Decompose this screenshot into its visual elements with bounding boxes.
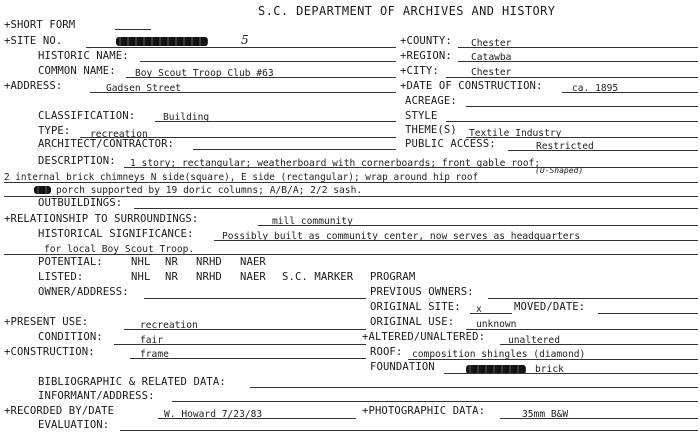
condition-line [114,344,366,345]
address-value: Gadsen Street [106,83,182,94]
bibliographic-line [250,387,698,388]
classification-value: Building [163,112,210,123]
original-site-line [470,313,512,314]
page-title: S.C. DEPARTMENT OF ARCHIVES AND HISTORY [258,4,556,18]
bibliographic-label: BIBLIOGRAPHIC & RELATED DATA: [38,376,226,388]
original-site-value: x [476,304,482,315]
themes-value: Textile Industry [469,128,562,139]
description-rule-2 [4,182,698,183]
city-line [446,77,698,78]
significance-line-1: Possibly built as community center, now serves as headquarters [222,231,581,242]
acreage-line [466,106,698,107]
roof-label: ROOF: [370,346,403,358]
description-insert: (U-Shaped) [535,166,584,175]
construction-value: frame [140,349,169,360]
foundation-label: FOUNDATION [370,361,435,373]
site-no-handwritten: 5 [241,33,249,47]
original-use-line [466,329,698,330]
listed-program: PROGRAM [370,271,416,283]
description-line-2: 2 internal brick chimneys N side(square), E side (rectangular); wrap around hip roof [4,172,479,183]
public-access-label: PUBLIC ACCESS: [405,138,496,150]
relationship-value: mill community [272,216,353,227]
condition-label: CONDITION: [38,331,103,343]
previous-owners-line [488,298,698,299]
owner-address-line [144,298,366,299]
construction-label: +CONSTRUCTION: [4,346,95,358]
original-use-value: unknown [476,319,517,330]
style-line [446,121,698,122]
region-label: +REGION: [400,50,452,62]
public-access-line [508,150,698,151]
recorded-by-line [158,418,356,419]
short-form-line [115,29,151,30]
date-of-construction-value: ca. 1895 [572,83,619,94]
present-use-value: recreation [140,320,198,331]
common-name-label: COMMON NAME: [38,65,116,77]
listed-naer: NAER [240,271,266,283]
description-line-3: porch supported by 19 doric columns; A/B/A; 2/2 sash. [56,185,363,196]
date-line [562,92,698,93]
potential-nr: NR [165,256,178,268]
original-use-label: ORIGINAL USE: [370,316,455,328]
redaction-mark [116,37,208,46]
listed-nhl: NHL [131,271,151,283]
informant-label: INFORMANT/ADDRESS: [38,390,155,402]
region-value: Catawba [471,52,512,63]
region-line [458,61,698,62]
condition-value: fair [140,335,164,346]
potential-nrhd: NRHD [196,256,222,268]
evaluation-line [120,430,698,431]
county-value: Chester [471,38,512,49]
outbuildings-label: OUTBUILDINGS: [38,197,123,209]
listed-nrhd: NRHD [196,271,222,283]
classification-line [155,121,396,122]
photographic-data-label: +PHOTOGRAPHIC DATA: [362,405,486,417]
address-label: +ADDRESS: [4,80,63,92]
altered-value: unaltered [508,335,560,346]
site-no-line [86,47,396,48]
historic-name-label: HISTORIC NAME: [38,50,129,62]
style-label: STYLE [405,110,438,122]
themes-line [466,137,698,138]
potential-label: POTENTIAL: [38,256,103,268]
description-line-1: 1 story; rectangular; weatherboard with cornerboards; front gable roof; [130,158,541,169]
roof-value: composition shingles (diamond) [412,349,586,360]
altered-label: +ALTERED/UNALTERED: [362,331,486,343]
listed-label: LISTED: [38,271,84,283]
outbuildings-line [134,208,698,209]
potential-naer: NAER [240,256,266,268]
roof-line [408,359,698,360]
altered-line [500,344,698,345]
description-label: DESCRIPTION: [38,155,116,167]
original-site-label: ORIGINAL SITE: [370,301,461,313]
site-no-label: +SITE NO. [4,35,63,47]
photographic-data-value: 35mm B&W [522,409,569,420]
county-label: +COUNTY: [400,35,452,47]
public-access-value: Restricted [536,141,594,152]
historical-significance-label: HISTORICAL SIGNIFICANCE: [38,228,194,240]
present-use-line [124,329,366,330]
previous-owners-label: PREVIOUS OWNERS: [370,286,474,298]
county-line [458,47,698,48]
description-rule-1 [124,167,698,168]
themes-label: THEME(S) [405,124,457,136]
moved-date-line [598,313,698,314]
type-label: TYPE: [38,125,71,137]
historic-name-line [140,61,396,62]
description-rule-3 [4,196,698,197]
common-name-value: Boy Scout Troop Club #63 [135,68,274,79]
informant-line [172,401,698,402]
architect-line [193,149,396,150]
acreage-label: ACREAGE: [405,95,457,107]
evaluation-label: EVALUATION: [38,419,110,431]
significance-rule-1 [214,240,698,241]
owner-address-label: OWNER/ADDRESS: [38,286,129,298]
city-label: +CITY: [400,65,439,77]
foundation-line [444,373,698,374]
address-line [90,92,396,93]
potential-nhl: NHL [131,256,151,268]
significance-rule-2 [4,254,698,255]
common-name-line [126,77,396,78]
relationship-line [258,225,698,226]
architect-label: ARCHITECT/CONTRACTOR: [38,138,175,150]
foundation-value: brick [535,364,564,375]
date-of-construction-label: +DATE OF CONSTRUCTION: [400,80,543,92]
recorded-by-label: +RECORDED BY/DATE [4,405,115,417]
significance-line-2: for local Boy Scout Troop. [44,244,195,255]
photographic-data-line [500,418,698,419]
listed-sc-marker: S.C. MARKER [282,271,354,283]
listed-nr: NR [165,271,178,283]
short-form-label: +SHORT FORM [4,19,76,31]
present-use-label: +PRESENT USE: [4,316,89,328]
city-value: Chester [471,67,512,78]
construction-line [130,358,366,359]
moved-date-label: MOVED/DATE: [514,301,586,313]
classification-label: CLASSIFICATION: [38,110,136,122]
relationship-label: +RELATIONSHIP TO SURROUNDINGS: [4,213,199,225]
redaction-mark [34,186,51,194]
recorded-by-value: W. Howard 7/23/83 [164,409,263,420]
type-value: recreation [90,129,148,140]
